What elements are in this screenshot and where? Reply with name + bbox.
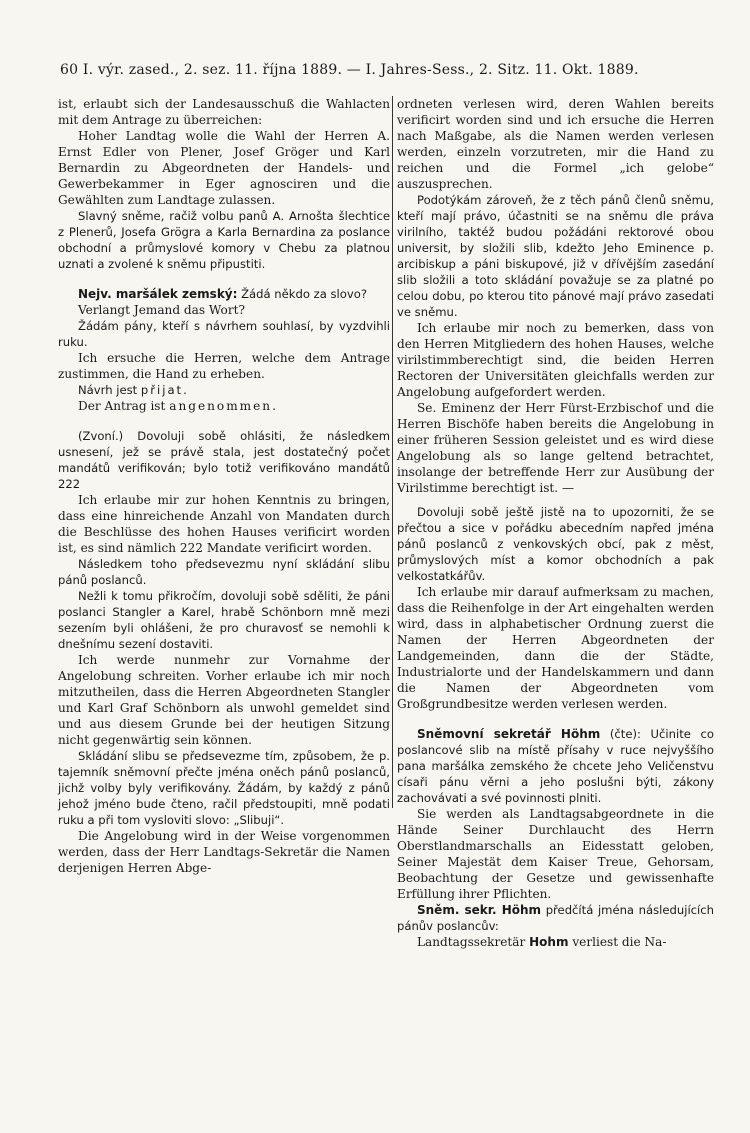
speech-text: Žádá někdo za slovo? — [241, 287, 367, 301]
speaker-paragraph — [397, 726, 714, 806]
paragraph: ordneten verlesen wird, deren Wahlen bereits verificirt worden sind und ich ersuche die Herren nach Maßgabe, als die Namen werden verlesen werden, einzeln vorzutreten, mir die Hand zu reichen und die Formel „ich gelobe“ auszusprechen. — [397, 97, 714, 191]
result-text: Návrh jest — [78, 383, 138, 397]
paragraph: Ich erlaube mir noch zu bemerken, dass von den Herren Mitgliedern des hohen Hauses, welche virilstimmberechtigt sind, die beiden Herren Rectoren der Universitäten gleichfalls werden zur Angelobung aufgefordert werden. — [397, 321, 714, 399]
speaker-name: Hohm — [529, 935, 569, 949]
speaker-paragraph — [397, 934, 714, 950]
result-emphasis: přijat. — [140, 383, 189, 397]
speaker-name: Sněmovní sekretář Höhm — [417, 727, 601, 741]
paragraph: Podotýkám zároveň, že z těch pánů členů sněmu, kteří mají právo, účastniti se na sněmu dle práva virilního, taktéž budou požádáni rektorové obou universit, by složili slib, kdežto Jeho Eminence p. arcibiskup a páni biskupové, již v dřívějším zasedání slib složili a toto skládání považuje se za platné po celou dobu, po kterou tito pánové mají právo zasedati ve sněmu. — [397, 193, 714, 319]
paragraph: Ich werde nunmehr zur Vornahme der Angelobung schreiten. Vorher erlaube ich mir noch mitzutheilen, dass die Herren Abgeordneten Stangler und Karl Graf Schönborn als unwohl gemeldet sind und aus diesem Grunde bei der heutigen Sitzung nicht gegenwärtig sein können. — [58, 653, 390, 747]
result-text: Der Antrag ist — [78, 399, 166, 413]
paragraph: Ich ersuche die Herren, welche dem Antrage zustimmen, die Hand zu erheben. — [58, 351, 390, 381]
result-emphasis: angenommen. — [169, 399, 278, 413]
right-column — [397, 96, 714, 950]
paragraph: Sie werden als Landtagsabgeordnete in die Hände Seiner Durchlaucht des Herrn Oberstlandmarschalls an Eidesstatt geloben, Seiner Majestät dem Kaiser Treue, Gehorsam, Beobachtung der Gesetze und gewissenhafte Erfüllung ihrer Pflichten. — [397, 807, 714, 901]
motion-czech: Slavný sněme, račiž volbu panů A. Arnošta šlechtice z Plenerů, Josefa Grögra a Karla Bernardina za poslance obchodní a průmyslové komory v Chebu za platnou uznati a zvolené k sněmu připustiti. — [58, 209, 390, 271]
speaker-paragraph — [397, 902, 714, 934]
paragraph: Verlangt Jemand das Wort? — [78, 303, 245, 317]
motion-german: Hoher Landtag wolle die Wahl der Herren A. Ernst Edler von Plener, Josef Gröger und Karl Bernardin zu Abgeordneten der Handels- und Gewerbekammer in Eger agnosciren und die Gewählten zum Landtage zulassen. — [58, 129, 390, 207]
paragraph: Dovoluji sobě ještě jistě na to upozorniti, že se přečtou a sice v pořádku abecedním napřed jména pánů poslanců z venkovských obcí, pak z měst, průmyslových míst a komor obchodních a pak velkostatkářův. — [397, 505, 714, 583]
column-divider — [392, 96, 393, 808]
paragraph: Ich erlaube mir darauf aufmerksam zu machen, dass die Reihenfolge in der Art eingehalten werden wird, dass in alphabetischer Ordnung zuerst die Namen der Herren Abgeordneten der Landgemeinden, dann die der Städte, Industrialorte und der Handelskammern und dann die Namen der Abgeordneten vom Großgrundbesitze werden verlesen werden. — [397, 585, 714, 711]
page-header: 60 I. výr. zased., 2. sez. 11. října 1889. — I. Jahres-Sess., 2. Sitz. 11. Okt. 1889. — [60, 62, 639, 78]
paragraph: Ich erlaube mir zur hohen Kenntnis zu bringen, dass eine hinreichende Anzahl von Mandaten durch die Beschlüsse des hohen Hauses verificirt worden ist, es sind nämlich 222 Mandate verificirt worden. — [58, 493, 390, 555]
result-czech — [58, 382, 390, 398]
paragraph: Se. Eminenz der Herr Fürst-Erzbischof und die Herren Bischöfe haben bereits die Angelobung in einer früheren Session geleistet und es wird diese Angelobung als so lange geltend betrachtet, insolange der betreffende Herr zur Ausübung der Virilstimme berechtigt ist. — — [397, 401, 714, 495]
left-column — [58, 96, 390, 876]
paragraph: Die Angelobung wird in der Weise vorgenommen werden, dass der Herr Landtags-Sekretär die Namen derjenigen Herren Abge- — [58, 829, 390, 875]
paragraph: ist, erlaubt sich der Landesausschuß die Wahlacten mit dem Antrage zu überreichen: — [58, 97, 390, 127]
speech-text: verliest die Na- — [572, 935, 667, 949]
paragraph: Následkem toho předsevezmu nyní skládání slibu pánů poslanců. — [58, 557, 390, 587]
paragraph: Skládání slibu se předsevezme tím, způsobem, že p. tajemník sněmovní přečte jména oněch pánů poslanců, jichž volby byly verifikovány. Žádám, by každý z pánů jehož jméno bude čteno, račil předstoupiti, mně podati ruku a při tom vysloviti slovo: „Slibuji“. — [58, 749, 390, 827]
paragraph: Nežli k tomu přikročím, dovoluji sobě sděliti, že páni poslanci Stangler a Karel, hrabě Schönborn mně mezi sezením byli ohlášeni, že pro churavosť se nemohli k dnešnímu sezení dostaviti. — [58, 589, 390, 651]
speaker-paragraph — [58, 286, 390, 302]
paragraph: Žádám pány, kteří s návrhem souhlasí, by vyzdvihli ruku. — [58, 319, 390, 349]
speaker-title: Landtagssekretär — [417, 935, 526, 949]
speech-text: (čte): Učinite co poslancové slib na místě přísahy v ruce nejvyššího pana maršálka zemského že chcete Jeho Veličenstvu císaři pánu věrni a jeho poslušni býti, zákony zachovávati a své povinnosti plniti. — [397, 727, 715, 805]
speech-text: předčítá jména následujících pánův poslancův: — [397, 903, 715, 933]
speaker-name: Sněm. sekr. Höhm — [417, 903, 542, 917]
result-german — [58, 398, 390, 414]
speaker-name: Nejv. maršálek zemský: — [78, 287, 238, 301]
paragraph: (Zvoní.) Dovoluji sobě ohlásiti, že následkem usnesení, jež se právě stala, jest dostatečný počet mandátů verifikován; bylo totiž verifikováno mandátů 222 — [58, 429, 390, 491]
